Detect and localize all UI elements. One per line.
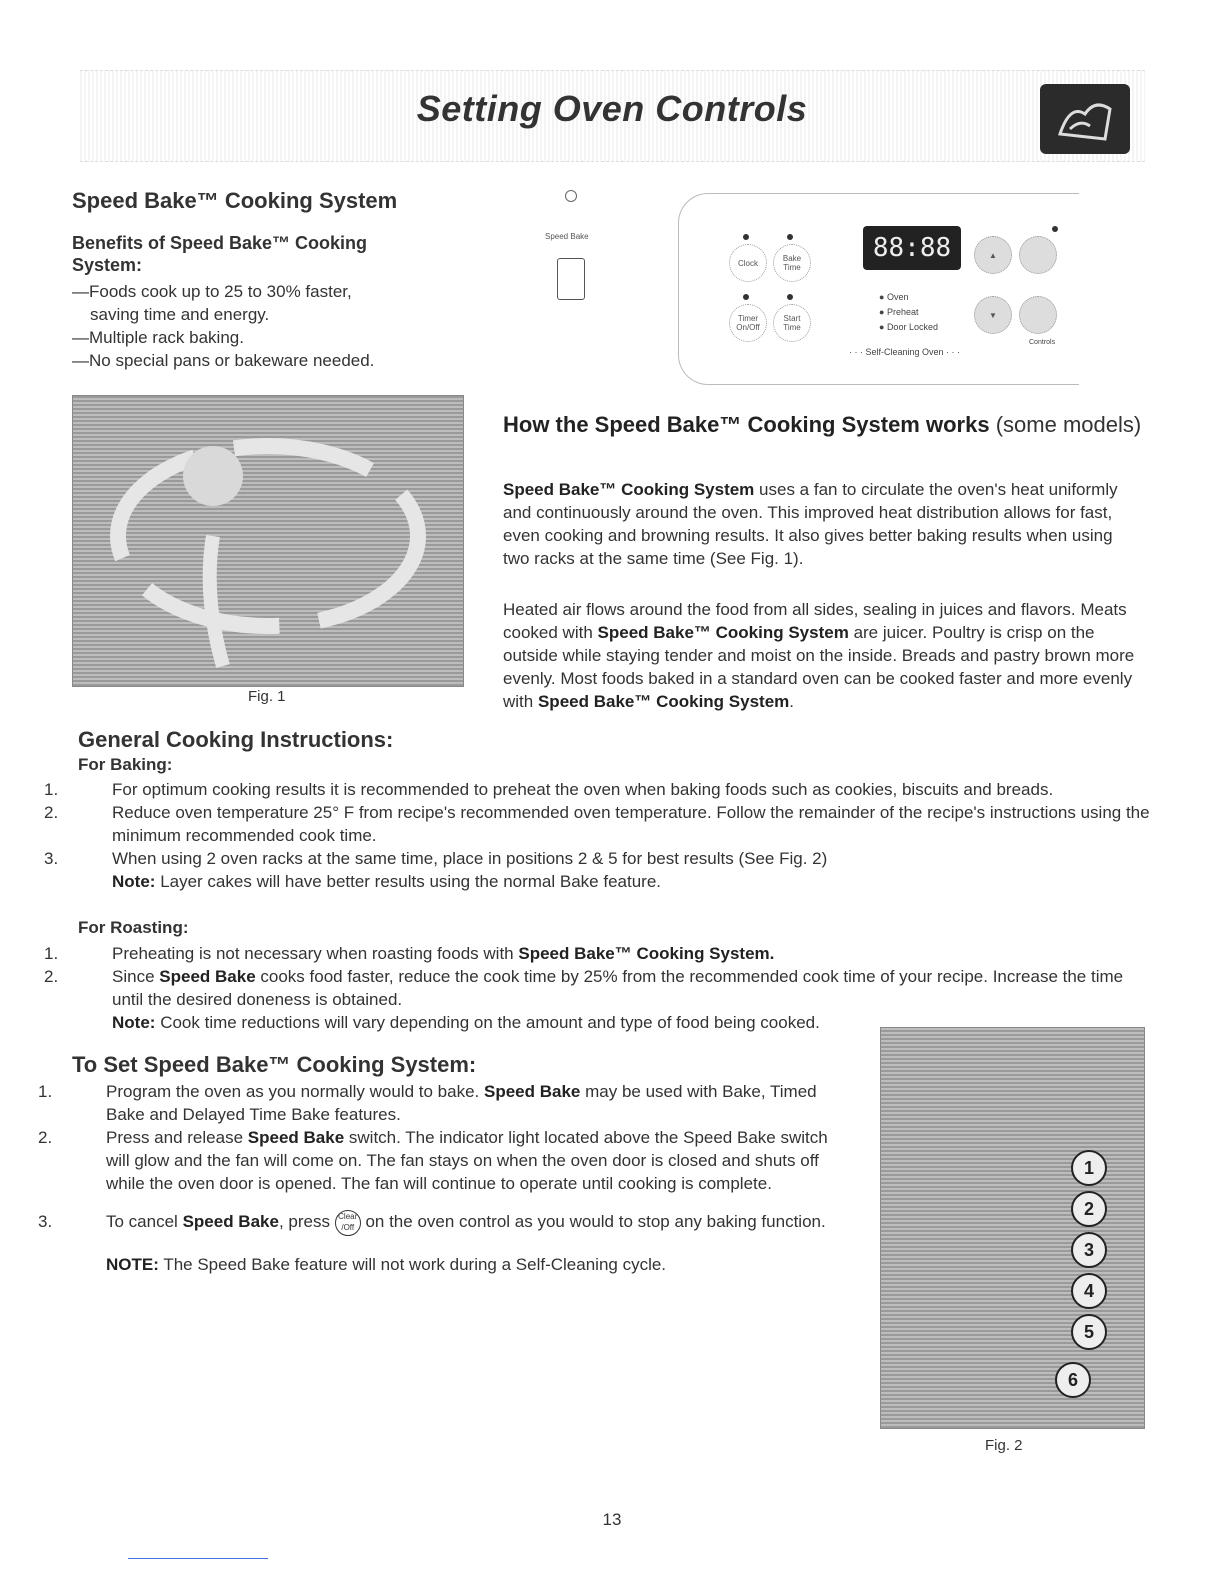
roasting-list <box>44 942 1153 1034</box>
list-item: 2. Since Speed Bake cooks food faster, reduce the cook time by 25% from the recommended cook time of your recipe. Increase the time until the desired doneness is obtained. <box>44 967 1124 1009</box>
to-set-list <box>38 1080 837 1276</box>
benefits-list <box>72 280 432 372</box>
list-item: 2. Reduce oven temperature 25° F from recipe's recommended oven temperature. Follow the remainder of the recipe's instructions using the minimum recommended cook time. <box>44 803 1150 845</box>
bake-time-button[interactable]: Bake Time <box>773 244 811 282</box>
clear-off-key-icon: Clear /Off <box>335 1210 361 1236</box>
controls-lock-label: Controls <box>1029 339 1056 346</box>
rack-position-5: 5 <box>1071 1314 1107 1350</box>
page-title: Setting Oven Controls <box>416 88 808 129</box>
start-time-button[interactable]: Start Time <box>773 304 811 342</box>
rack-position-1: 1 <box>1071 1150 1107 1186</box>
rack-position-6: 6 <box>1055 1362 1091 1398</box>
fig2-oven-racks-image <box>880 1027 1145 1429</box>
benefit-item: —No special pans or bakeware needed. <box>72 351 375 370</box>
how-paragraph-1: Speed Bake™ Cooking System uses a fan to circulate the oven's heat uniformly and continuously around the oven. This improved heat distribution allows for fast, even cooking and browning results. It also gives better baking results when using two racks at the same time (See Fig. 1). <box>503 480 1118 568</box>
for-baking-title: For Baking: <box>78 755 173 774</box>
oven-control-panel <box>678 193 1079 385</box>
page-number: 13 <box>602 1510 622 1529</box>
rack-position-2: 2 <box>1071 1191 1107 1227</box>
baking-list <box>44 778 1153 893</box>
list-item: 1. Preheating is not necessary when roasting foods with Speed Bake™ Cooking System. <box>44 944 775 963</box>
self-clean-label: · · · Self-Cleaning Oven · · · <box>849 347 961 357</box>
to-set-title: To Set Speed Bake™ Cooking System: <box>72 1052 477 1077</box>
footer-rule <box>128 1558 268 1559</box>
baking-note: Note: Layer cakes will have better results using the normal Bake feature. <box>112 872 661 891</box>
bake-button[interactable] <box>1019 236 1057 274</box>
speed-bake-title: Speed Bake™ Cooking System <box>72 188 398 213</box>
chef-hands-icon <box>1040 84 1130 154</box>
timer-button[interactable]: Timer On/Off <box>729 304 767 342</box>
fig2-label: Fig. 2 <box>985 1437 1023 1454</box>
oven-indicator: ● Oven <box>879 292 909 302</box>
list-item: 3. When using 2 oven racks at the same time, place in positions 2 & 5 for best results (See Fig. 2) <box>44 849 828 868</box>
benefit-item: —Foods cook up to 25 to 30% faster, <box>72 282 352 301</box>
benefits-title: Benefits of Speed Bake™ Cooking System: <box>72 233 368 275</box>
broil-button[interactable] <box>1019 296 1057 334</box>
benefit-item: —Multiple rack baking. <box>72 328 244 347</box>
list-item: 2. Press and release Speed Bake switch. The indicator light located above the Speed Bake switch will glow and the fan will come on. The fan stays on when the oven door is closed and shuts off while the oven door is opened. The fan will continue to operate until cooking is complete. <box>38 1128 828 1193</box>
preheat-indicator: ● Preheat <box>879 307 919 317</box>
rack-position-3: 3 <box>1071 1232 1107 1268</box>
rack-position-4: 4 <box>1071 1273 1107 1309</box>
how-it-works-title: How the Speed Bake™ Cooking System works (some models) <box>503 412 1142 437</box>
benefit-item: saving time and energy. <box>90 305 270 324</box>
up-arrow-button[interactable]: ▲ <box>974 236 1012 274</box>
for-roasting-title: For Roasting: <box>78 918 189 937</box>
list-item: 1. Program the oven as you normally would to bake. Speed Bake may be used with Bake, Timed Bake and Delayed Time Bake features. <box>38 1082 817 1124</box>
general-instructions-title: General Cooking Instructions: <box>78 727 394 752</box>
speed-bake-indicator <box>565 190 577 202</box>
clock-button[interactable]: Clock <box>729 244 767 282</box>
how-paragraph-2: Heated air flows around the food from all sides, sealing in juices and flavors. Meats cooked with Speed Bake™ Cooking System are juicer. Poultry is crisp on the outside while staying tender and moist on the inside. Breads and pastry brown more evenly. Most foods baked in a standard oven can be cooked faster and more evenly with Speed Bake™ Cooking System. <box>503 600 1135 711</box>
list-item: 3. To cancel Speed Bake, press Clear /Off on the oven control as you would to stop any baking function. <box>72 1207 837 1237</box>
down-arrow-button[interactable]: ▼ <box>974 296 1012 334</box>
clock-display: 88:88 <box>863 226 961 270</box>
speed-bake-switch[interactable] <box>557 258 585 300</box>
fig1-label: Fig. 1 <box>248 688 286 705</box>
roasting-note: Note: Cook time reductions will vary depending on the amount and type of food being cooked. <box>112 1013 820 1032</box>
speed-bake-switch-label: Speed Bake <box>545 232 589 241</box>
to-set-note: NOTE: The Speed Bake feature will not work during a Self-Cleaning cycle. <box>106 1255 667 1274</box>
door-locked-indicator: ● Door Locked <box>879 322 938 332</box>
list-item: 1. For optimum cooking results it is recommended to preheat the oven when baking foods such as cookies, biscuits and breads. <box>44 780 1054 799</box>
fig1-oven-airflow-image <box>72 395 464 687</box>
